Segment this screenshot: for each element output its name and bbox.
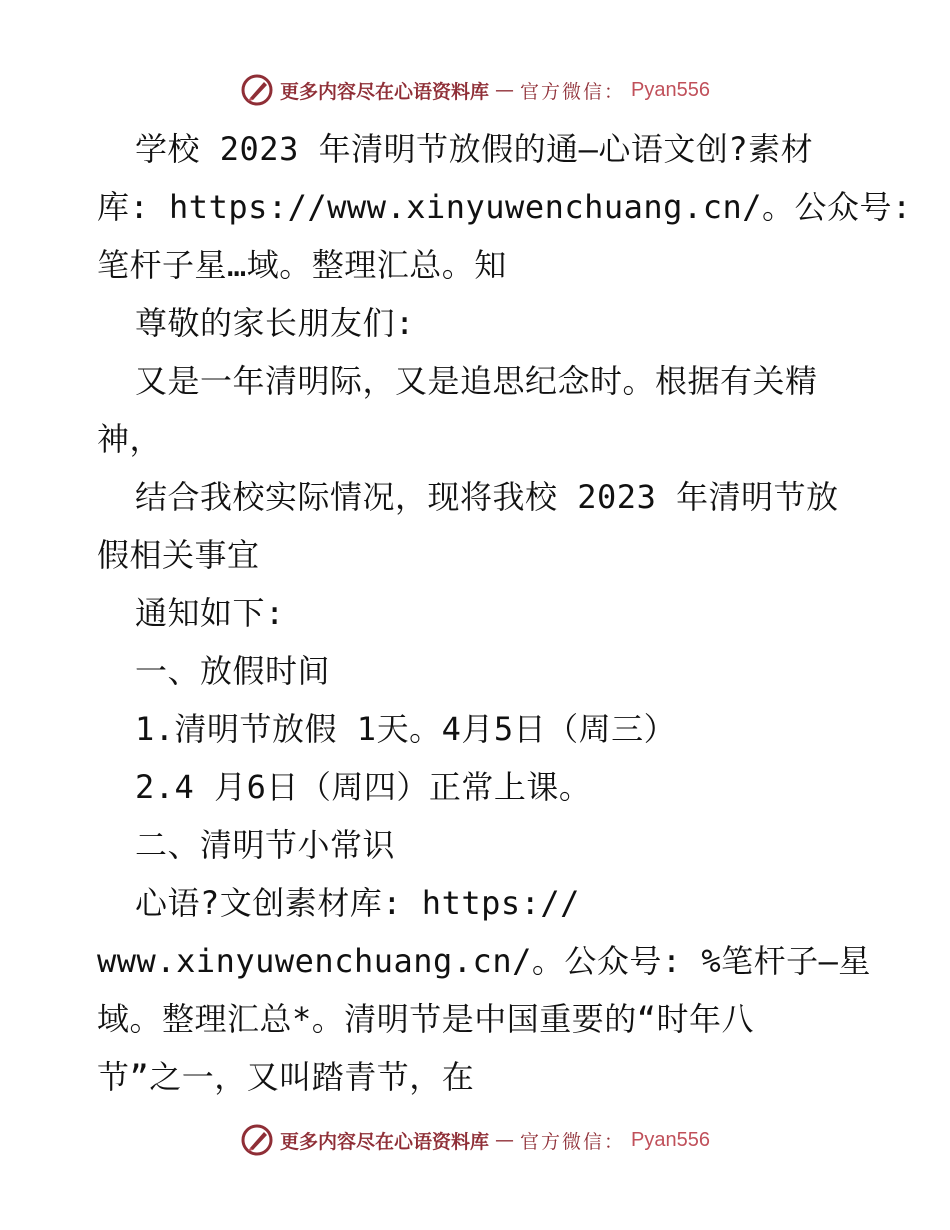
banner-dash: — [495,1129,515,1151]
banner-wechat-id: Pyan556 [631,78,710,101]
text-line: 神， [97,420,163,458]
section-heading: 二、清明节小常识 [135,826,396,864]
pen-logo-icon [240,73,274,107]
text-line: 结合我校实际情况，现将我校 2023 年清明节放 [135,478,839,516]
text-line: www.xinyuwenchuang.cn/。公众号: %笔杆子—星 [97,942,871,980]
text-line: 节”之一，又叫踏青节，在 [97,1058,475,1096]
banner-wechat-label: 官方微信： [520,1130,626,1153]
text-line: 1.清明节放假 1天。4月5日（周三） [135,710,677,748]
text-line: 假相关事宜 [97,536,260,574]
text-line: 笔杆子星…域。整理汇总。知 [97,246,507,284]
banner-wechat-id: Pyan556 [631,1128,710,1151]
text-line: 学校 2023 年清明节放假的通—心语文创?素材 [135,130,814,168]
text-line: 通知如下: [135,594,285,632]
banner-wechat-label: 官方微信： [520,80,626,103]
text-line: 库: https://www.xinyuwenchuang.cn/。公众号: [97,188,912,226]
banner-text: 更多内容尽在心语资料库 [280,1130,490,1153]
banner-text: 更多内容尽在心语资料库 [280,80,490,103]
banner-dash: — [495,79,515,101]
document-body [97,120,912,1106]
header-banner [0,70,950,110]
text-line: 又是一年清明际，又是追思纪念时。根据有关精 [135,362,818,400]
text-line: 2.4 月6日（周四）正常上课。 [135,768,592,806]
footer-banner [0,1120,950,1160]
section-heading: 一、放假时间 [135,652,331,690]
text-line: 尊敬的家长朋友们: [135,304,415,342]
text-line: 域。整理汇总*。清明节是中国重要的“时年八 [97,1000,755,1038]
pen-logo-icon [240,1123,274,1157]
text-line: 心语?文创素材库: https:// [135,884,580,922]
